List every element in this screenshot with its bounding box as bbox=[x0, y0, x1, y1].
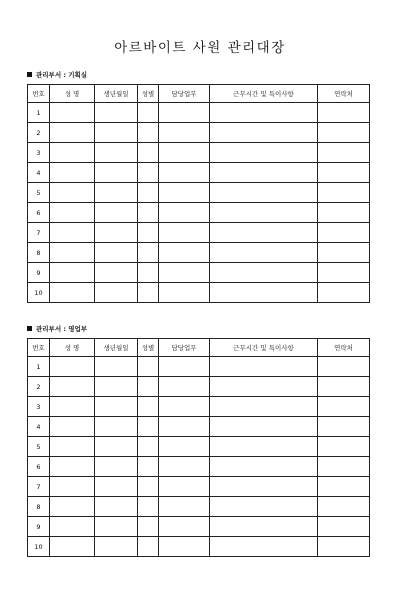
gender-cell[interactable] bbox=[138, 417, 159, 437]
birthdate-cell[interactable] bbox=[95, 203, 138, 223]
contact-cell[interactable] bbox=[318, 517, 370, 537]
row-number: 9 bbox=[28, 517, 50, 537]
table-row bbox=[28, 243, 370, 263]
contact-cell[interactable] bbox=[318, 243, 370, 263]
duty-cell[interactable] bbox=[159, 263, 210, 283]
column-header-hours-notes: 근무시간 및 특이사항 bbox=[210, 339, 318, 357]
table-row bbox=[28, 103, 370, 123]
duty-cell[interactable] bbox=[159, 203, 210, 223]
table-row bbox=[28, 377, 370, 397]
gender-cell[interactable] bbox=[138, 123, 159, 143]
square-bullet-icon bbox=[27, 326, 32, 331]
name-cell[interactable] bbox=[50, 103, 95, 123]
birthdate-cell[interactable] bbox=[95, 537, 138, 557]
section-label-text: 관리부서 : 영업부 bbox=[36, 325, 88, 333]
name-cell[interactable] bbox=[50, 183, 95, 203]
name-cell[interactable] bbox=[50, 357, 95, 377]
column-header-name: 성 명 bbox=[50, 85, 95, 103]
table-row bbox=[28, 397, 370, 417]
contact-cell[interactable] bbox=[318, 457, 370, 477]
table-header-row bbox=[28, 339, 370, 357]
gender-cell[interactable] bbox=[138, 397, 159, 417]
contact-cell[interactable] bbox=[318, 283, 370, 303]
column-header-number: 번호 bbox=[28, 339, 50, 357]
gender-cell[interactable] bbox=[138, 183, 159, 203]
duty-cell[interactable] bbox=[159, 477, 210, 497]
name-cell[interactable] bbox=[50, 163, 95, 183]
contact-cell[interactable] bbox=[318, 437, 370, 457]
duty-cell[interactable] bbox=[159, 183, 210, 203]
contact-cell[interactable] bbox=[318, 357, 370, 377]
row-number: 7 bbox=[28, 223, 50, 243]
gender-cell[interactable] bbox=[138, 357, 159, 377]
row-number: 4 bbox=[28, 163, 50, 183]
gender-cell[interactable] bbox=[138, 243, 159, 263]
table-row bbox=[28, 163, 370, 183]
row-number: 10 bbox=[28, 537, 50, 557]
row-number: 4 bbox=[28, 417, 50, 437]
contact-cell[interactable] bbox=[318, 397, 370, 417]
gender-cell[interactable] bbox=[138, 163, 159, 183]
birthdate-cell[interactable] bbox=[95, 437, 138, 457]
hours-notes-cell[interactable] bbox=[210, 517, 318, 537]
table-row bbox=[28, 477, 370, 497]
table-row bbox=[28, 123, 370, 143]
column-header-birthdate: 생년월일 bbox=[95, 85, 138, 103]
birthdate-cell[interactable] bbox=[95, 123, 138, 143]
name-cell[interactable] bbox=[50, 477, 95, 497]
duty-cell[interactable] bbox=[159, 223, 210, 243]
employee-table-planning bbox=[27, 84, 370, 303]
row-number: 1 bbox=[28, 103, 50, 123]
column-header-hours-notes: 근무시간 및 특이사항 bbox=[210, 85, 318, 103]
row-number: 7 bbox=[28, 477, 50, 497]
hours-notes-cell[interactable] bbox=[210, 417, 318, 437]
column-header-birthdate: 생년월일 bbox=[95, 339, 138, 357]
contact-cell[interactable] bbox=[318, 123, 370, 143]
name-cell[interactable] bbox=[50, 143, 95, 163]
birthdate-cell[interactable] bbox=[95, 517, 138, 537]
gender-cell[interactable] bbox=[138, 477, 159, 497]
contact-cell[interactable] bbox=[318, 163, 370, 183]
table-row bbox=[28, 437, 370, 457]
section-label-planning bbox=[27, 70, 87, 79]
hours-notes-cell[interactable] bbox=[210, 143, 318, 163]
duty-cell[interactable] bbox=[159, 163, 210, 183]
hours-notes-cell[interactable] bbox=[210, 243, 318, 263]
name-cell[interactable] bbox=[50, 537, 95, 557]
row-number: 10 bbox=[28, 283, 50, 303]
row-number: 8 bbox=[28, 497, 50, 517]
birthdate-cell[interactable] bbox=[95, 283, 138, 303]
section-label-text: 관리부서 : 기획실 bbox=[36, 71, 88, 79]
contact-cell[interactable] bbox=[318, 223, 370, 243]
hours-notes-cell[interactable] bbox=[210, 497, 318, 517]
name-cell[interactable] bbox=[50, 457, 95, 477]
contact-cell[interactable] bbox=[318, 203, 370, 223]
duty-cell[interactable] bbox=[159, 417, 210, 437]
birthdate-cell[interactable] bbox=[95, 183, 138, 203]
duty-cell[interactable] bbox=[159, 497, 210, 517]
column-header-number: 번호 bbox=[28, 85, 50, 103]
table-row bbox=[28, 417, 370, 437]
hours-notes-cell[interactable] bbox=[210, 183, 318, 203]
row-number: 3 bbox=[28, 143, 50, 163]
column-header-contact: 연락처 bbox=[318, 85, 370, 103]
birthdate-cell[interactable] bbox=[95, 243, 138, 263]
duty-cell[interactable] bbox=[159, 437, 210, 457]
contact-cell[interactable] bbox=[318, 103, 370, 123]
duty-cell[interactable] bbox=[159, 357, 210, 377]
name-cell[interactable] bbox=[50, 517, 95, 537]
contact-cell[interactable] bbox=[318, 183, 370, 203]
birthdate-cell[interactable] bbox=[95, 263, 138, 283]
hours-notes-cell[interactable] bbox=[210, 477, 318, 497]
duty-cell[interactable] bbox=[159, 243, 210, 263]
birthdate-cell[interactable] bbox=[95, 417, 138, 437]
duty-cell[interactable] bbox=[159, 397, 210, 417]
gender-cell[interactable] bbox=[138, 283, 159, 303]
column-header-gender: 성별 bbox=[138, 85, 159, 103]
row-number: 1 bbox=[28, 357, 50, 377]
table-row bbox=[28, 143, 370, 163]
birthdate-cell[interactable] bbox=[95, 357, 138, 377]
duty-cell[interactable] bbox=[159, 283, 210, 303]
row-number: 6 bbox=[28, 457, 50, 477]
gender-cell[interactable] bbox=[138, 457, 159, 477]
gender-cell[interactable] bbox=[138, 203, 159, 223]
table-row bbox=[28, 263, 370, 283]
gender-cell[interactable] bbox=[138, 537, 159, 557]
gender-cell[interactable] bbox=[138, 437, 159, 457]
name-cell[interactable] bbox=[50, 417, 95, 437]
name-cell[interactable] bbox=[50, 377, 95, 397]
name-cell[interactable] bbox=[50, 397, 95, 417]
column-header-duty: 담당업무 bbox=[159, 339, 210, 357]
name-cell[interactable] bbox=[50, 223, 95, 243]
hours-notes-cell[interactable] bbox=[210, 457, 318, 477]
gender-cell[interactable] bbox=[138, 103, 159, 123]
table-row bbox=[28, 223, 370, 243]
gender-cell[interactable] bbox=[138, 497, 159, 517]
column-header-gender: 성별 bbox=[138, 339, 159, 357]
table-row bbox=[28, 283, 370, 303]
birthdate-cell[interactable] bbox=[95, 223, 138, 243]
hours-notes-cell[interactable] bbox=[210, 203, 318, 223]
row-number: 2 bbox=[28, 123, 50, 143]
hours-notes-cell[interactable] bbox=[210, 357, 318, 377]
name-cell[interactable] bbox=[50, 263, 95, 283]
hours-notes-cell[interactable] bbox=[210, 263, 318, 283]
birthdate-cell[interactable] bbox=[95, 477, 138, 497]
row-number: 6 bbox=[28, 203, 50, 223]
gender-cell[interactable] bbox=[138, 263, 159, 283]
hours-notes-cell[interactable] bbox=[210, 437, 318, 457]
row-number: 5 bbox=[28, 437, 50, 457]
name-cell[interactable] bbox=[50, 243, 95, 263]
hours-notes-cell[interactable] bbox=[210, 163, 318, 183]
table-row bbox=[28, 203, 370, 223]
duty-cell[interactable] bbox=[159, 537, 210, 557]
contact-cell[interactable] bbox=[318, 497, 370, 517]
duty-cell[interactable] bbox=[159, 143, 210, 163]
birthdate-cell[interactable] bbox=[95, 457, 138, 477]
contact-cell[interactable] bbox=[318, 477, 370, 497]
name-cell[interactable] bbox=[50, 203, 95, 223]
contact-cell[interactable] bbox=[318, 143, 370, 163]
gender-cell[interactable] bbox=[138, 517, 159, 537]
table-row bbox=[28, 537, 370, 557]
employee-table-sales bbox=[27, 338, 370, 557]
contact-cell[interactable] bbox=[318, 417, 370, 437]
hours-notes-cell[interactable] bbox=[210, 103, 318, 123]
row-number: 8 bbox=[28, 243, 50, 263]
birthdate-cell[interactable] bbox=[95, 397, 138, 417]
name-cell[interactable] bbox=[50, 497, 95, 517]
contact-cell[interactable] bbox=[318, 377, 370, 397]
duty-cell[interactable] bbox=[159, 457, 210, 477]
birthdate-cell[interactable] bbox=[95, 377, 138, 397]
birthdate-cell[interactable] bbox=[95, 163, 138, 183]
table-row bbox=[28, 357, 370, 377]
column-header-duty: 담당업무 bbox=[159, 85, 210, 103]
hours-notes-cell[interactable] bbox=[210, 377, 318, 397]
row-number: 2 bbox=[28, 377, 50, 397]
table-row bbox=[28, 517, 370, 537]
birthdate-cell[interactable] bbox=[95, 143, 138, 163]
gender-cell[interactable] bbox=[138, 377, 159, 397]
contact-cell[interactable] bbox=[318, 537, 370, 557]
gender-cell[interactable] bbox=[138, 143, 159, 163]
row-number: 5 bbox=[28, 183, 50, 203]
hours-notes-cell[interactable] bbox=[210, 283, 318, 303]
duty-cell[interactable] bbox=[159, 103, 210, 123]
duty-cell[interactable] bbox=[159, 123, 210, 143]
column-header-name: 성 명 bbox=[50, 339, 95, 357]
contact-cell[interactable] bbox=[318, 263, 370, 283]
birthdate-cell[interactable] bbox=[95, 497, 138, 517]
hours-notes-cell[interactable] bbox=[210, 537, 318, 557]
name-cell[interactable] bbox=[50, 437, 95, 457]
hours-notes-cell[interactable] bbox=[210, 397, 318, 417]
table-row bbox=[28, 457, 370, 477]
table-row bbox=[28, 183, 370, 203]
birthdate-cell[interactable] bbox=[95, 103, 138, 123]
name-cell[interactable] bbox=[50, 123, 95, 143]
row-number: 3 bbox=[28, 397, 50, 417]
square-bullet-icon bbox=[27, 72, 32, 77]
document-title: 아르바이트 사원 관리대장 bbox=[114, 40, 286, 56]
table-row bbox=[28, 497, 370, 517]
duty-cell[interactable] bbox=[159, 517, 210, 537]
hours-notes-cell[interactable] bbox=[210, 223, 318, 243]
table-header-row bbox=[28, 85, 370, 103]
name-cell[interactable] bbox=[50, 283, 95, 303]
section-label-sales bbox=[27, 324, 87, 333]
row-number: 9 bbox=[28, 263, 50, 283]
gender-cell[interactable] bbox=[138, 223, 159, 243]
duty-cell[interactable] bbox=[159, 377, 210, 397]
column-header-contact: 연락처 bbox=[318, 339, 370, 357]
hours-notes-cell[interactable] bbox=[210, 123, 318, 143]
